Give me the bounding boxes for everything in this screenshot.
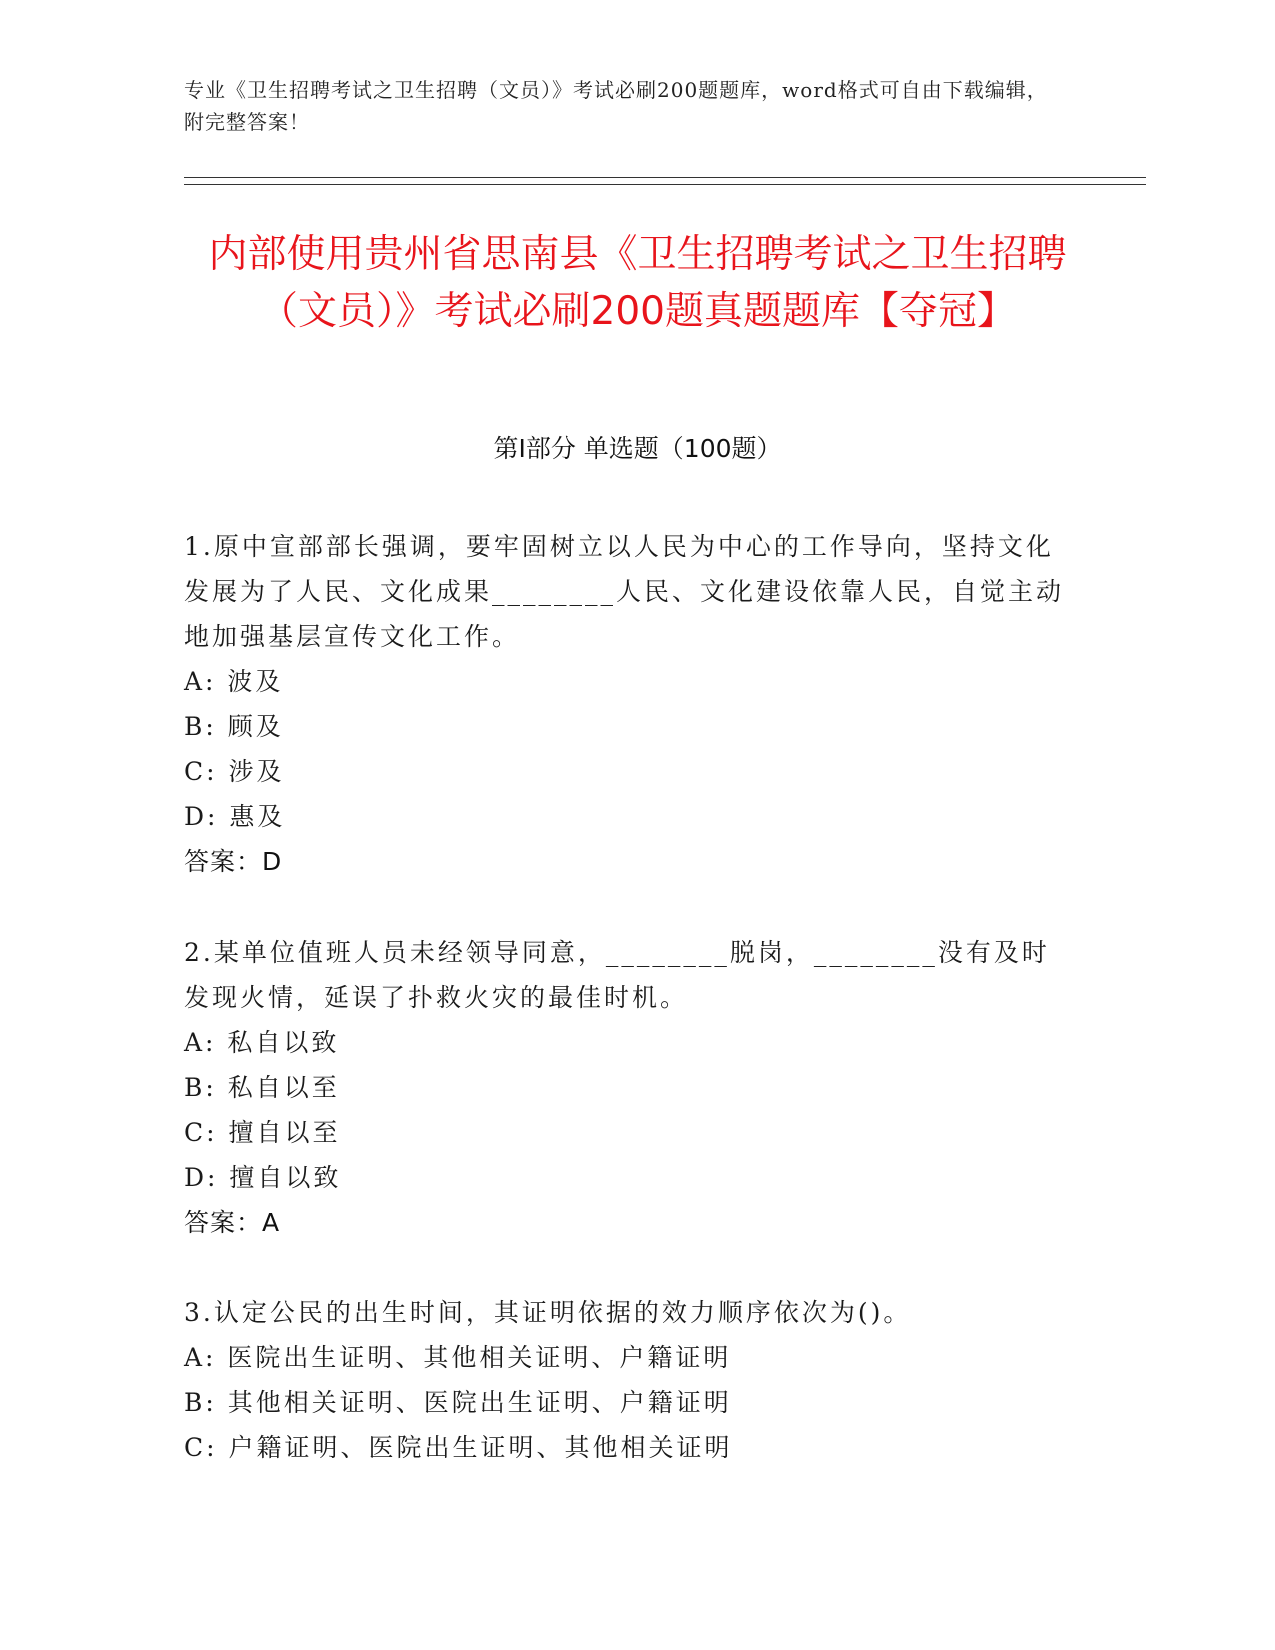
question-stem: 3.认定公民的出生时间，其证明依据的效力顺序依次为()。 xyxy=(184,1298,912,1327)
answer-line: 答案：A xyxy=(184,1208,281,1237)
section-heading: 第I部分 单选题（100题） xyxy=(493,434,782,463)
answer-line: 答案：D xyxy=(184,847,283,876)
option-a: A: 医院出生证明、其他相关证明、户籍证明 xyxy=(184,1343,732,1372)
question-2 xyxy=(184,930,1064,1245)
option-c: C: 户籍证明、医院出生证明、其他相关证明 xyxy=(184,1433,733,1462)
option-c: C: 擅自以至 xyxy=(184,1118,341,1147)
option-a: A: 波及 xyxy=(184,667,284,696)
option-d: D: 擅自以致 xyxy=(184,1163,342,1192)
option-b: B: 其他相关证明、医院出生证明、户籍证明 xyxy=(184,1388,732,1417)
question-3 xyxy=(184,1290,1064,1470)
option-b: B: 私自以至 xyxy=(184,1073,340,1102)
question-1 xyxy=(184,524,1064,884)
question-stem: 1.原中宣部部长强调，要牢固树立以人民为中心的工作导向，坚持文化发展为了人民、文化成果________人民、文化建设依靠人民，自觉主动地加强基层宣传文化工作。 xyxy=(184,532,1065,651)
header-divider-top xyxy=(184,177,1146,178)
document-title: 内部使用贵州省思南县《卫生招聘考试之卫生招聘（文员）》考试必刷200题真题题库【夺冠】 xyxy=(208,232,1067,334)
option-b: B: 顾及 xyxy=(184,712,284,741)
header-note: 专业《卫生招聘考试之卫生招聘（文员）》考试必刷200题题库，word格式可自由下载编辑，附完整答案！ xyxy=(184,78,1048,134)
question-stem: 2.某单位值班人员未经领导同意，________脱岗，________没有及时发现火情，延误了扑救火灾的最佳时机。 xyxy=(184,938,1050,1012)
header-divider-bottom xyxy=(184,184,1146,185)
option-d: D: 惠及 xyxy=(184,802,286,831)
option-c: C: 涉及 xyxy=(184,757,285,786)
option-a: A: 私自以致 xyxy=(184,1028,340,1057)
